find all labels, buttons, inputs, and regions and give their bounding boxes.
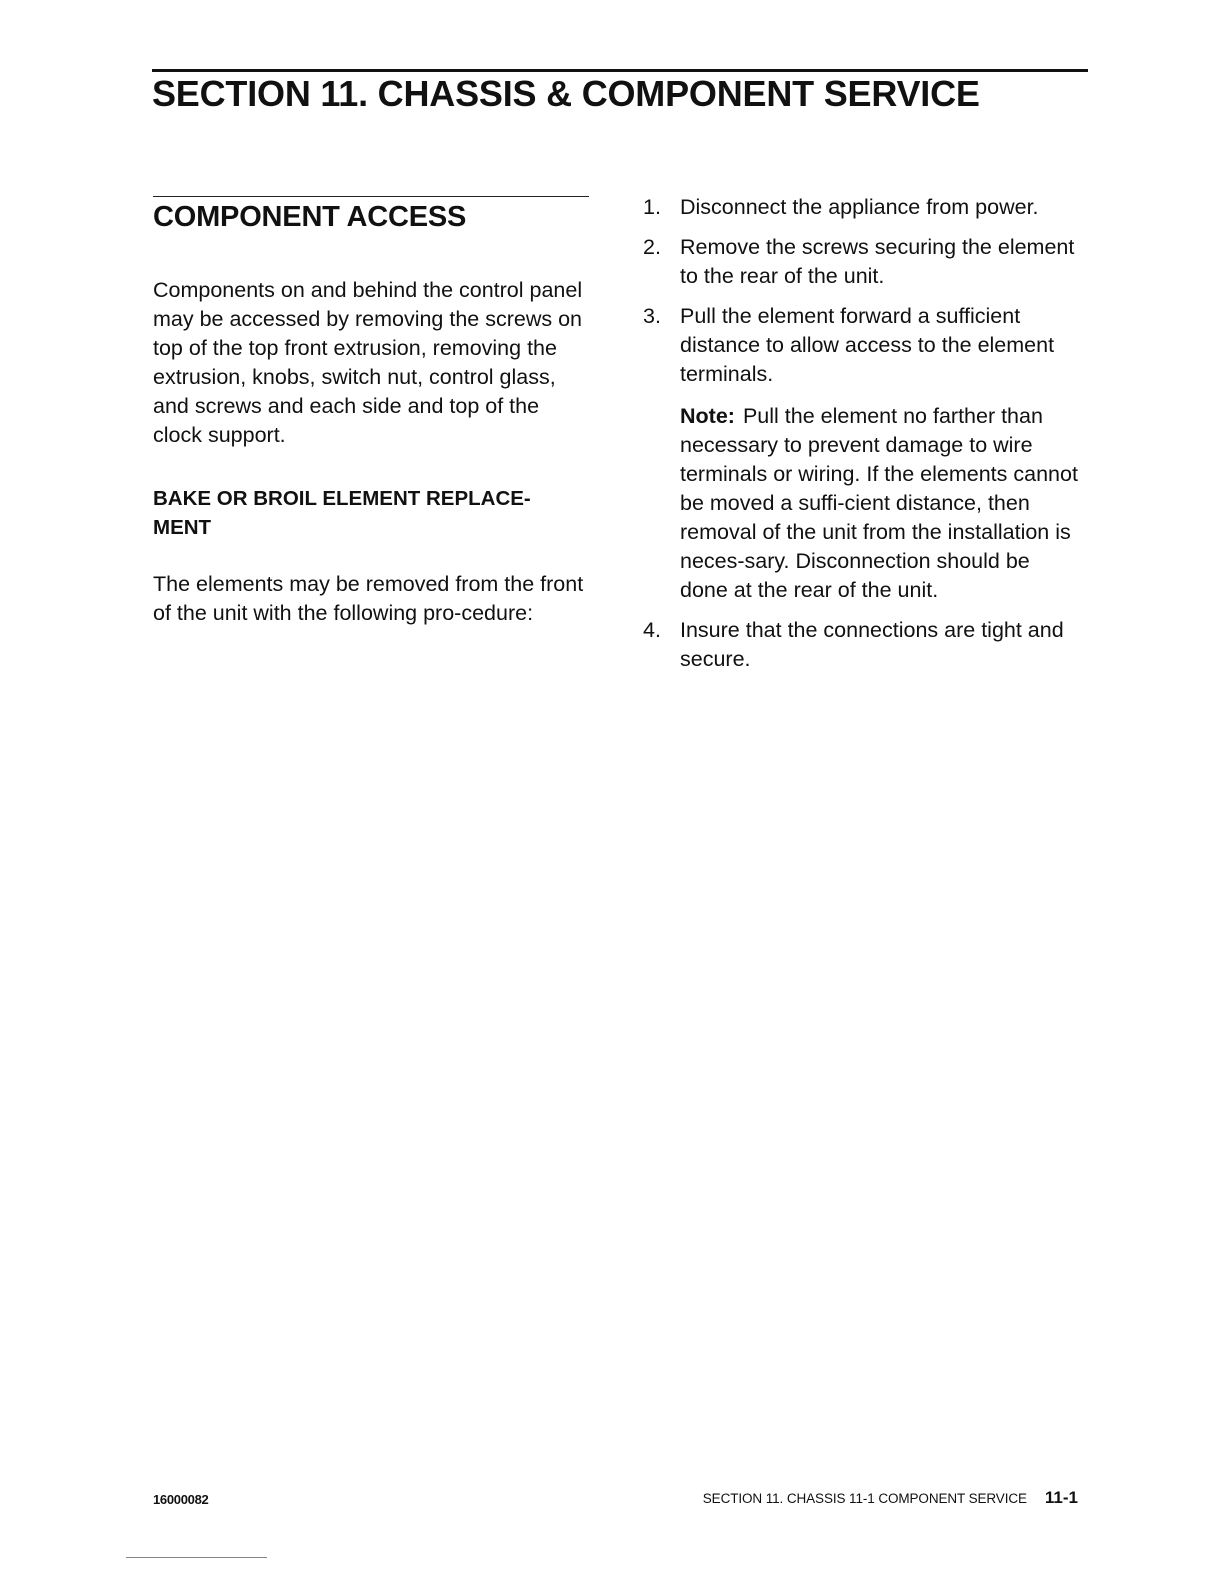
running-title: SECTION 11. CHASSIS 11-1 COMPONENT SERVICE (702, 1491, 1027, 1506)
procedure-step (640, 616, 1080, 674)
procedure-step (640, 302, 1080, 389)
page-footer (703, 1488, 1078, 1508)
scan-mark-line (126, 1557, 267, 1558)
caution-note (680, 402, 1080, 605)
note-label: Note: (680, 404, 735, 428)
component-access-paragraph: Components on and behind the control panel may be accessed by removing the screws on top of the top front extrusion, removing the extrusion, knobs, switch nut, control glass, and screws and each side and top of the clock support. (153, 278, 583, 447)
element-replacement-heading: BAKE OR BROIL ELEMENT REPLACE-MENT (153, 487, 531, 539)
procedure-steps (640, 193, 1080, 389)
left-column (153, 196, 589, 628)
step-number: 3. (643, 304, 661, 328)
step-text: Pull the element forward a sufficient distance to allow access to the element terminals. (680, 304, 1055, 386)
step-number: 4. (643, 618, 661, 642)
step-text: Disconnect the appliance from power. (680, 195, 1039, 219)
page-number: 11-1 (1044, 1488, 1078, 1507)
note-text: Pull the element no farther than necessary to prevent damage to wire terminals or wiring. If the elements cannot be moved a suffi-cient distance, then removal of the unit from the installation is neces-sary. Disconnection should be done at the rear of the unit. (680, 404, 1078, 602)
component-access-heading: COMPONENT ACCESS (153, 201, 467, 233)
step-number: 1. (643, 195, 661, 219)
section-title: SECTION 11. CHASSIS & COMPONENT SERVICE (152, 73, 980, 114)
right-column (640, 193, 1080, 685)
step-text: Remove the screws securing the element to the rear of the unit. (680, 235, 1075, 288)
procedure-step (640, 233, 1080, 291)
step-text: Insure that the connections are tight and secure. (680, 618, 1064, 671)
step-number: 2. (643, 235, 661, 259)
procedure-step (640, 193, 1080, 222)
element-replacement-paragraph: The elements may be removed from the front of the unit with the following pro-cedure: (153, 572, 584, 625)
document-number: 16000082 (153, 1492, 209, 1507)
heading-rule (153, 196, 589, 197)
procedure-steps-continued (640, 616, 1080, 674)
